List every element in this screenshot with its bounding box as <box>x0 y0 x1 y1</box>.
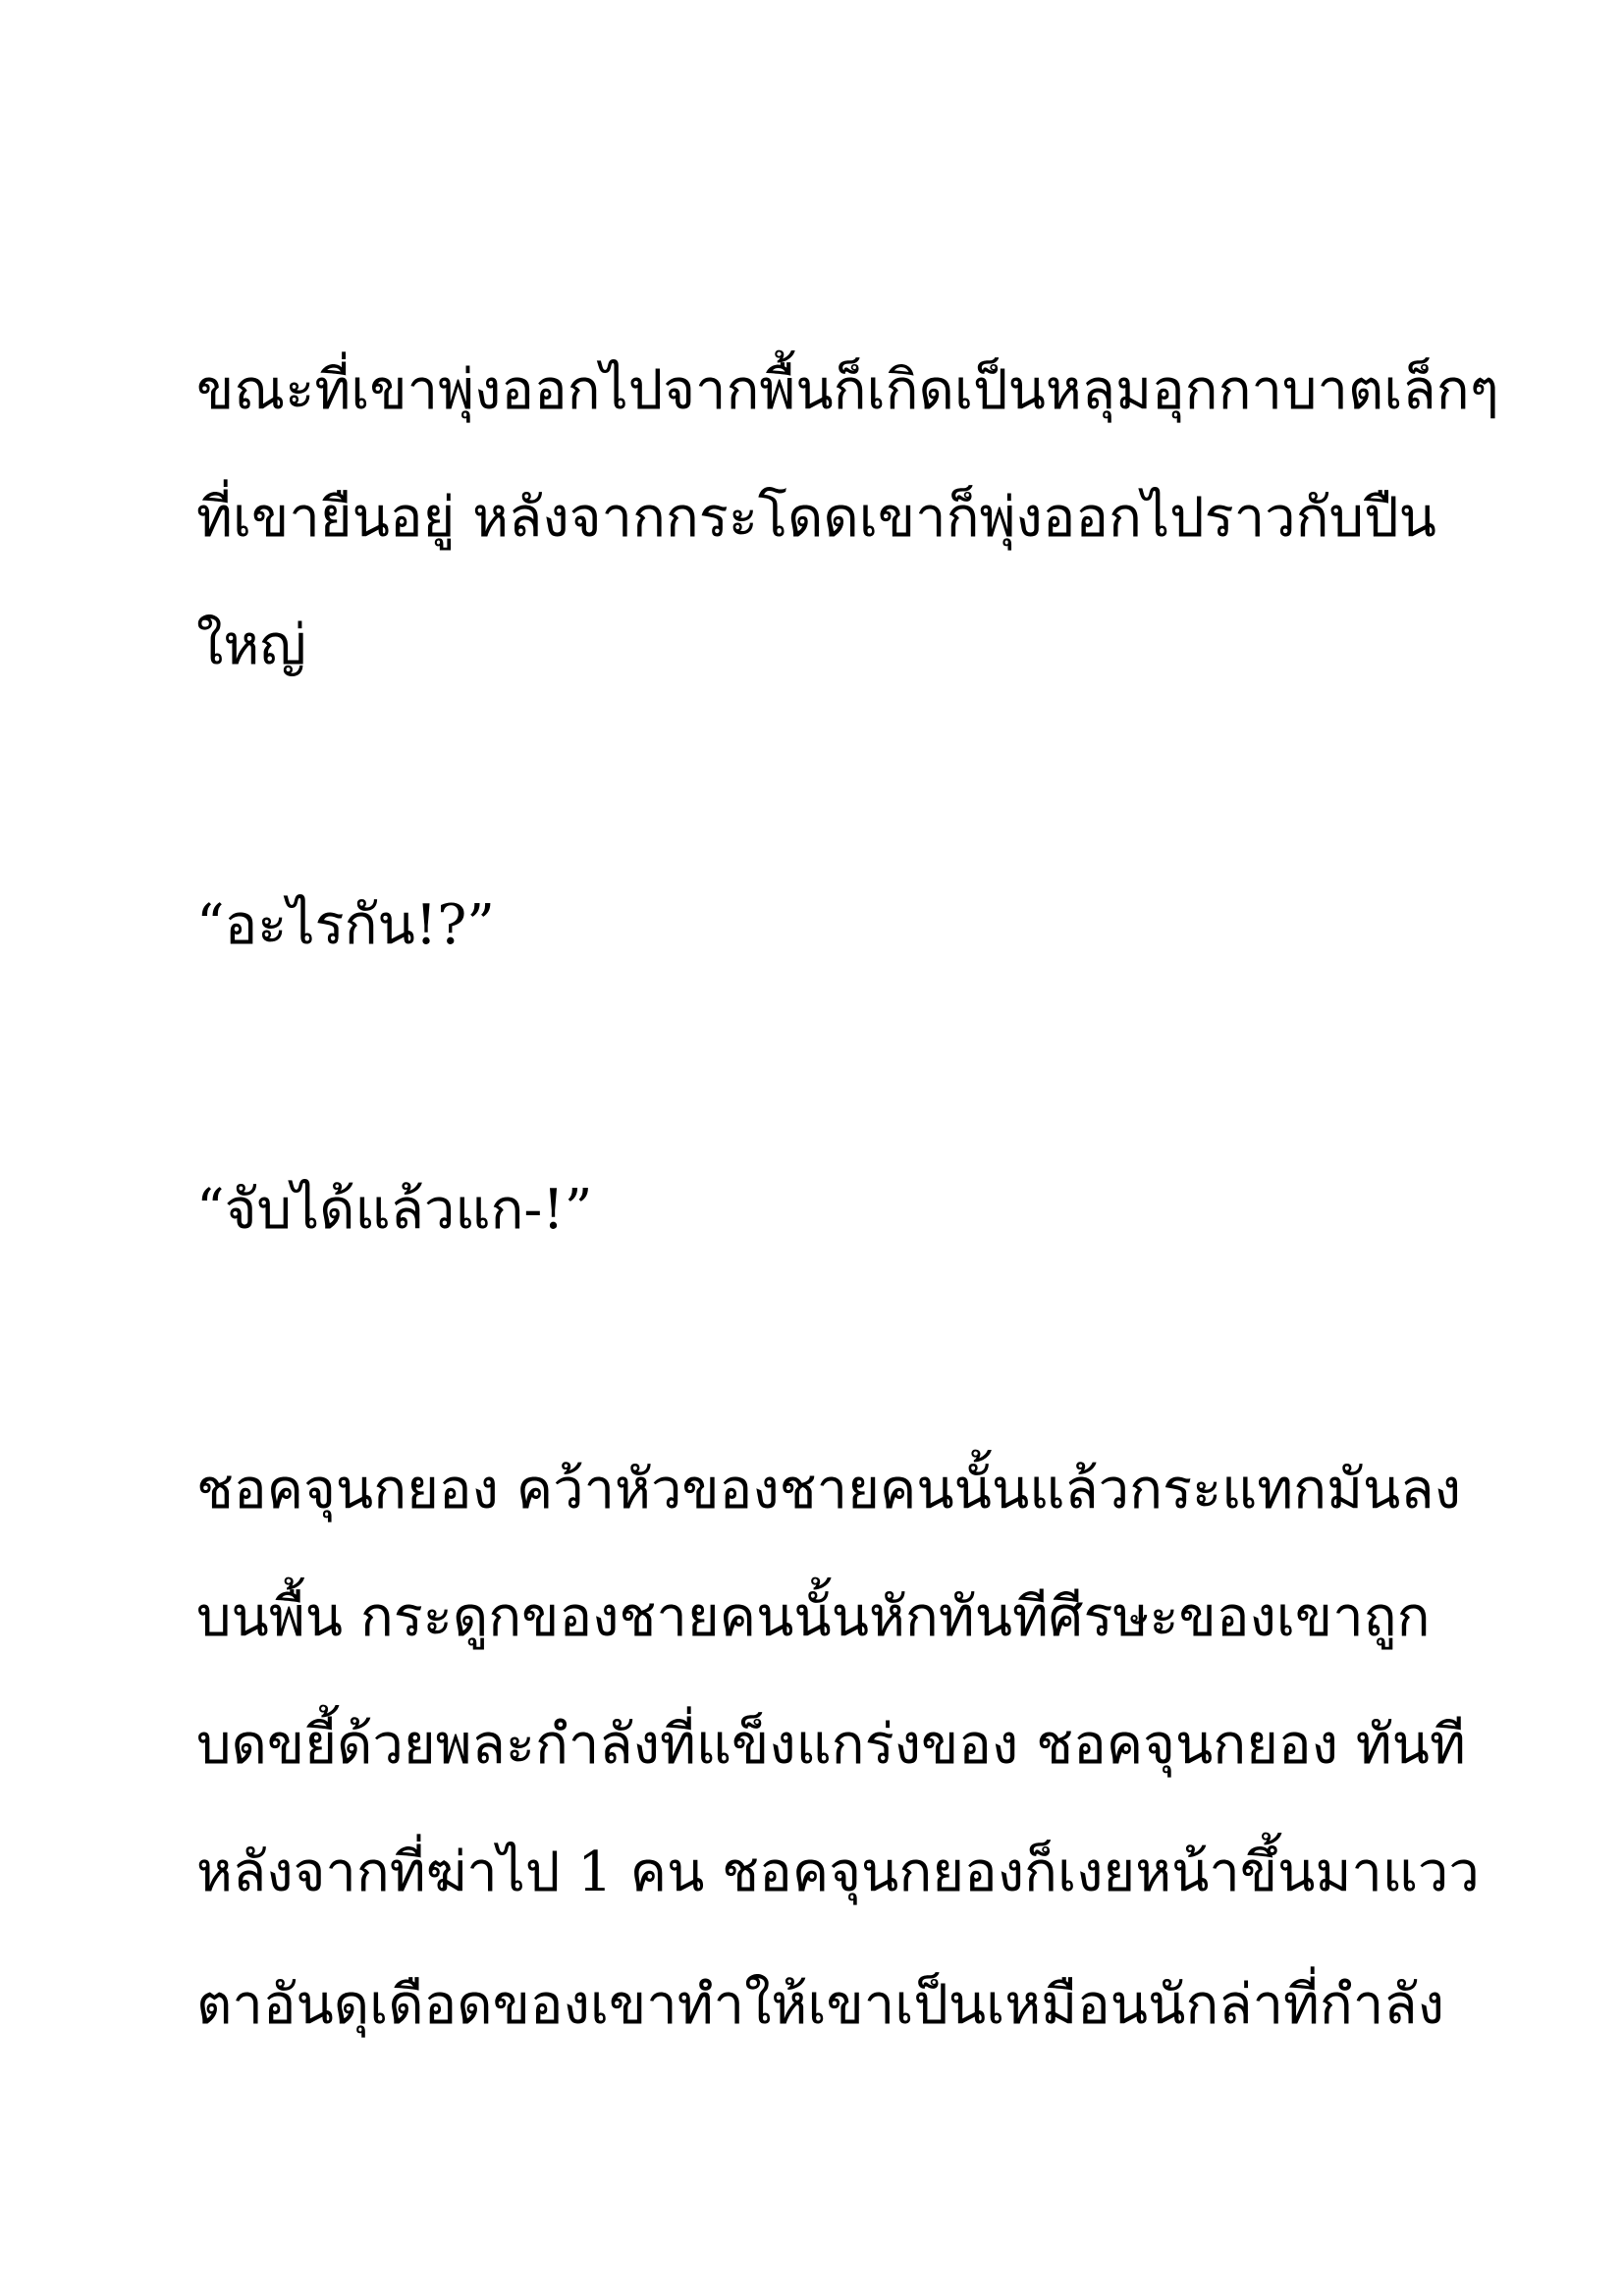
dialogue-1: “อะไรกัน!?” <box>196 893 495 957</box>
paragraph-2-line-4: หลังจากที่ฆ่าไป 1 คน ชอคจุนกยองก็เงยหน้าขึ้นมาแวว <box>196 1841 1480 1904</box>
paragraph-2-line-1: ชอคจุนกยอง คว้าหัวของชายคนนั้นแล้วกระแทกมันลง <box>196 1458 1461 1522</box>
paragraph-1-line-2: ที่เขายืนอยู่ หลังจากกระโดดเขาก็พุ่งออกไปราวกับปืน <box>196 486 1436 550</box>
paragraph-1-line-3: ใหญ่ <box>196 614 306 677</box>
paragraph-2-line-2: บนพื้น กระดูกของชายคนนั้นหักทันทีศีรษะของเขาถูก <box>196 1585 1431 1649</box>
paragraph-2-line-3: บดขยี้ด้วยพละกำลังที่แข็งแกร่งของ ชอคจุนกยอง ทันที <box>196 1713 1466 1777</box>
dialogue-2: “จับได้แล้วแก-!” <box>196 1178 593 1242</box>
paragraph-1-line-1: ขณะที่เขาพุ่งออกไปจากพื้นก็เกิดเป็นหลุมอุกกาบาตเล็กๆ <box>196 358 1499 422</box>
paragraph-2-line-5: ตาอันดุเดือดของเขาทำให้เขาเป็นเหมือนนักล่าที่กำลัง <box>196 1973 1444 2037</box>
